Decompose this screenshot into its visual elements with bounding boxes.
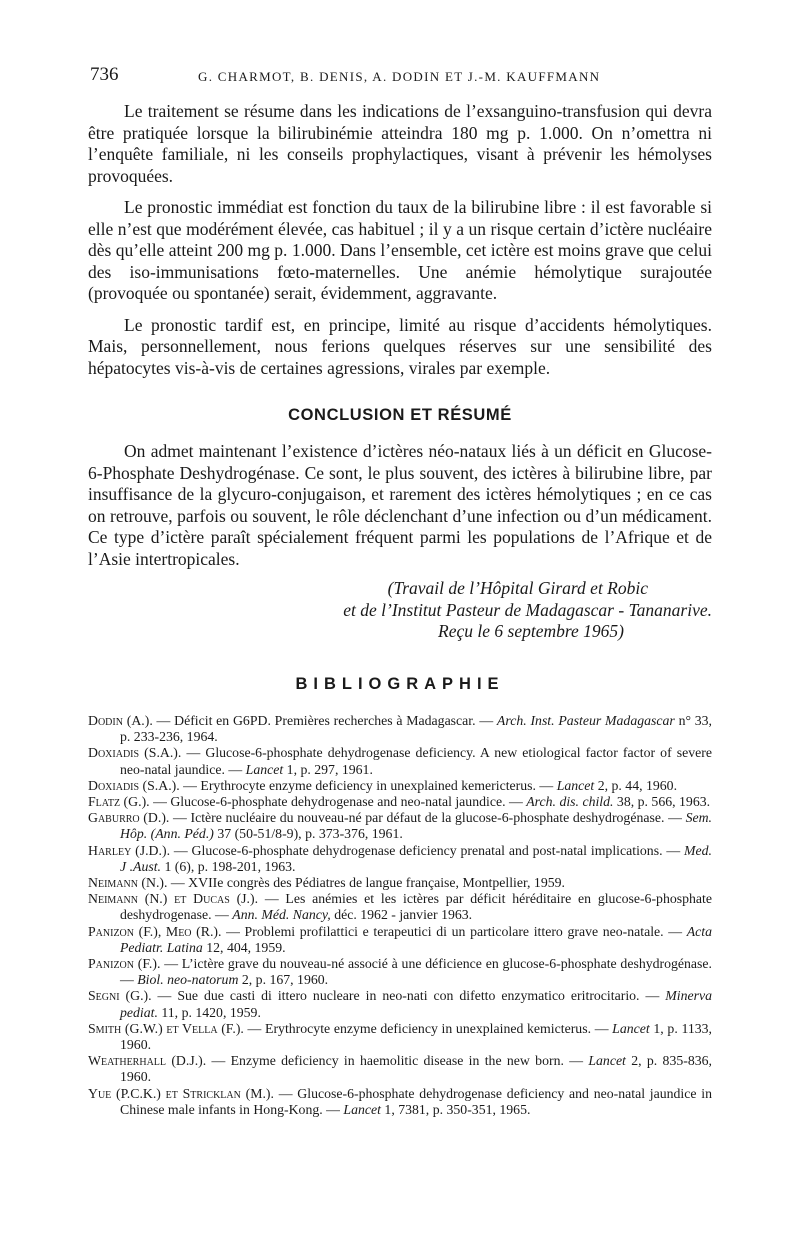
entry-citation: 11, p. 1420, 1959. — [157, 1004, 261, 1020]
entry-title: — Glucose-6-phosphate dehydrogenase deficiency prenatal and post-natal implications. — — [170, 842, 685, 858]
bibliography-entry — [88, 1086, 712, 1118]
entry-author: Panizon (F.), Meo (R.). — [88, 923, 222, 939]
bibliography-entry — [88, 988, 712, 1020]
entry-journal: Lancet — [556, 777, 595, 793]
entry-author: Doxiadis (S.A.). — [88, 777, 180, 793]
entry-author: Doxiadis (S.A.). — [88, 745, 182, 761]
entry-journal: Sem. Hôp. (Ann. Péd.) — [120, 810, 712, 842]
entry-title: — Problemi profilattici e terapeutici di un particolare ittero grave neo-natale. — — [221, 923, 687, 939]
entry-title: — L’ictère grave du nouveau-né associé à une déficience en glucose-6-phosphate deshydrogénase. — — [120, 956, 712, 988]
bibliography-list — [88, 713, 712, 1118]
entry-journal: Lancet — [343, 1101, 381, 1117]
paragraph-treatment: Le traitement se résume dans les indications de l’exsanguino-transfusion qui devra être pratiquée lorsque la bilirubinémie atteindra 180 mg p. 1.000. On n’omettra ni l’enquête familiale, ni les conseils prophylactiques, visant à prévenir les hémolyses provoquées. — [88, 101, 712, 186]
entry-author: Segni (G.). — [88, 988, 152, 1004]
entry-citation: 1, p. 297, 1961. — [283, 761, 373, 777]
entry-author: Neimann (N.). — [88, 875, 168, 891]
entry-title: — Les anémies et les ictères par déficit héréditaire en glucose-6-phosphate deshydrogenase. — — [120, 891, 712, 923]
bibliography-entry — [88, 1053, 712, 1085]
entry-journal: Lancet — [588, 1053, 626, 1069]
entry-title: — Sue due casti di ittero nucleare in neo-nati con difetto enzymatico eritrocitario. — — [151, 988, 666, 1004]
entry-journal: Minerva pediat. — [120, 988, 712, 1020]
entry-citation: 1, p. 1133, 1960. — [120, 1020, 712, 1053]
body-text — [88, 101, 712, 389]
entry-author: Flatz (G.). — [88, 794, 150, 810]
paragraph-late-prognosis: Le pronostic tardif est, en principe, limité au risque d’accidents hémolytiques. Mais, personnellement, nous ferions quelques réserves sur une sensibilité des hépatocytes vis-à-vis de certaines agressions, virales par exemple. — [88, 314, 712, 378]
paragraph-conclusion: On admet maintenant l’existence d’ictères néo-nataux liés à un déficit en Glucose-6-Phosphate Deshydrogénase. Ce sont, le plus souvent, des ictères à bilirubine libre, par insuffisance de la glycuro-conjugaison, et rarement des ictères hémolytiques ; en ce cas on retrouve, parfois ou souvent, le rôle déclenchant d’une infection ou d’un médicament. Ce type d’ictère paraît spécialement fréquent parmi les populations de l’Afrique et de l’Asie intertropicales. — [88, 441, 712, 569]
running-header — [90, 64, 714, 88]
entry-journal: Biol. neo-natorum — [137, 972, 239, 988]
entry-citation: 12, 404, 1959. — [202, 939, 286, 955]
entry-title: — Glucose-6-phosphate dehydrogenase deficiency and neo-natal jaundice in Chinese male infants in Hong-Kong. — — [120, 1085, 713, 1117]
entry-citation: 2, p. 167, 1960. — [238, 972, 329, 988]
entry-title: — Erythrocyte enzyme deficiency in unexplained kemericterus. — — [179, 777, 557, 793]
entry-title: — Glucose-6-phosphate dehydrogenase deficiency. A new etiological factor factor of severe neo-natal jaundice. — — [120, 745, 713, 777]
entry-citation: déc. 1962 - janvier 1963. — [330, 907, 473, 923]
bibliography-entry — [88, 843, 712, 875]
institution-signoff — [300, 578, 712, 643]
entry-author: Smith (G.W.) et Vella (F.). — [88, 1020, 244, 1036]
entry-journal: Ann. Méd. Nancy, — [232, 907, 331, 923]
entry-citation: 38, p. 566, 1963. — [613, 794, 711, 810]
bibliography-entry — [88, 1021, 712, 1053]
entry-title: — XVIIe congrès des Pédiatres de langue française, Montpellier, 1959. — [167, 875, 565, 891]
bibliography-entry — [88, 875, 712, 891]
entry-journal: Lancet — [245, 761, 284, 777]
entry-citation: 1, 7381, p. 350-351, 1965. — [380, 1101, 531, 1117]
entry-journal: Arch. dis. child. — [526, 794, 614, 810]
signoff-line: et de l’Institut Pasteur de Madagascar - Tananarive. — [343, 599, 712, 620]
bibliography-entry — [88, 924, 712, 956]
conclusion-text — [88, 441, 712, 580]
signoff-line: Reçu le 6 septembre 1965) — [438, 621, 624, 641]
entry-title: — Ictère nucléaire du nouveau-né par défaut de la glucose-6-phosphate deshydrogénase. — — [169, 810, 686, 826]
entry-author: Harley (J.D.). — [88, 842, 171, 858]
paragraph-immediate-prognosis: Le pronostic immédiat est fonction du taux de la bilirubine libre : il est favorable si elle n’est que modérément élevée, cas habituel ; il y a un risque certain d’ictère nucléaire dès qu’elle atteint 200 mg p. 1.000. Dans l’ensemble, cet ictère est moins grave que celui des iso-immunisations fœto-maternelles. Une anémie hémolytique surajoutée (provoquée ou spontanée) serait, évidemment, aggravante. — [88, 197, 712, 303]
entry-title: — Enzyme deficiency in haemolitic disease in the new born. — — [206, 1053, 589, 1069]
entry-journal: Med. J .Aust. — [120, 842, 712, 874]
bibliography-entry — [88, 745, 712, 777]
entry-citation: 2, p. 835-836, 1960. — [120, 1053, 712, 1085]
page-number: 736 — [90, 64, 119, 85]
entry-citation: n° 33, p. 233-236, 1964. — [120, 713, 712, 745]
entry-author: Neimann (N.) et Ducas (J.). — [88, 891, 259, 907]
entry-journal: Acta Pediatr. Latina — [120, 923, 713, 955]
entry-citation: 1 (6), p. 198-201, 1963. — [161, 858, 296, 874]
bibliography-heading: BIBLIOGRAPHIE — [295, 675, 505, 693]
entry-author: Yue (P.C.K.) et Stricklan (M.). — [88, 1085, 274, 1101]
entry-title: — Glucose-6-phosphate dehydrogenase and neo-natal jaundice. — — [149, 794, 527, 810]
entry-author: Dodin (A.). — [88, 713, 153, 728]
bibliography-entry — [88, 956, 712, 988]
signoff-line: (Travail de l’Hôpital Girard et Robic — [387, 578, 648, 598]
bibliography-entry — [88, 810, 712, 842]
entry-author: Weatherhall (D.J.). — [88, 1053, 207, 1069]
conclusion-heading: CONCLUSION ET RÉSUMÉ — [288, 406, 512, 424]
bibliography-entry — [88, 713, 712, 745]
bibliography-entry — [88, 891, 712, 923]
entry-author: Gaburro (D.). — [88, 810, 170, 826]
bibliography-entry — [88, 778, 712, 794]
running-authors: G. CHARMOT, B. DENIS, A. DODIN ET J.-M. KAUFFMANN — [198, 69, 601, 84]
entry-journal: Lancet — [612, 1020, 650, 1036]
entry-citation: 2, p. 44, 1960. — [594, 777, 678, 793]
entry-citation: 37 (50-51/8-9), p. 373-376, 1961. — [213, 826, 403, 842]
entry-title: — Erythrocyte enzyme deficiency in unexplained kemicterus. — — [243, 1020, 613, 1036]
bibliography-entry — [88, 794, 712, 810]
entry-title: — Déficit en G6PD. Premières recherches à Madagascar. — — [152, 713, 497, 728]
entry-author: Panizon (F.). — [88, 956, 161, 972]
entry-journal: Arch. Inst. Pasteur Madagascar — [496, 713, 675, 728]
